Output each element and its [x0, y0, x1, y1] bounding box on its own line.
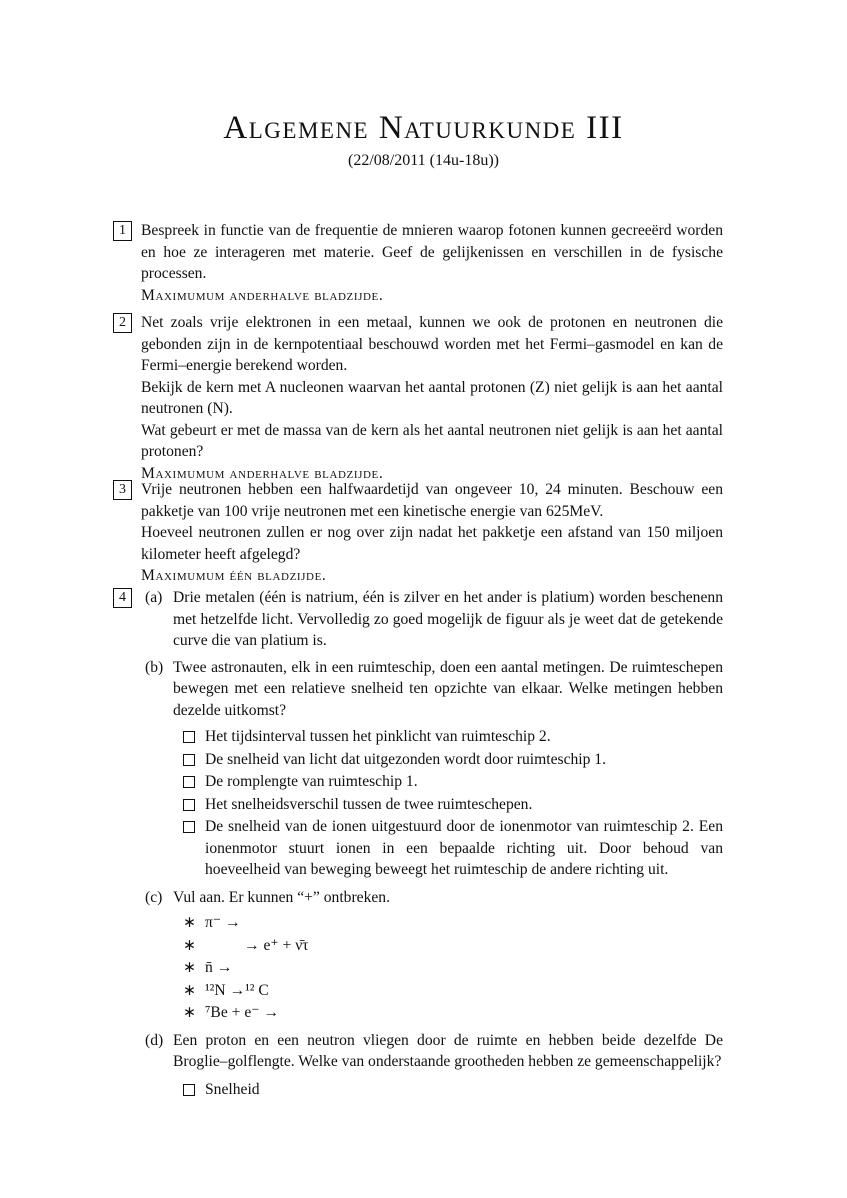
- bullet-icon: ∗: [183, 914, 197, 931]
- checkbox[interactable]: [183, 731, 195, 743]
- answer-option: De snelheid van de ionen uitgestuurd door de ionenmotor van ruimteschip 2. Een ionenmotor stuurt ionen in een bepaalde richting uit. Door behoud van hoeveelheid van beweging beweegt het ruimteschip de andere richting uit.: [183, 816, 723, 881]
- page-title: Algemene Natuurkunde III: [223, 110, 624, 146]
- question-number: 2: [113, 313, 132, 333]
- answer-options: [183, 726, 723, 881]
- subquestion-d: [145, 1030, 723, 1101]
- subquestion-b: [145, 657, 723, 881]
- answer-option: Snelheid: [183, 1079, 723, 1101]
- question-number: 3: [113, 480, 132, 500]
- subquestion-text: Drie metalen (één is natrium, één is zilver en het ander is platium) worden beschenenn met hetzelfde licht. Vervolledig zo goed mogelijk de figuur als je weet dat de getekende curve die van platium is.: [173, 589, 723, 649]
- bullet-icon: ∗: [183, 936, 197, 954]
- subquestion-label: (c): [145, 888, 163, 906]
- question-text: Bespreek in functie van de frequentie de mnieren waarop fotonen kunnen gecreeërd worden en hoe ze interageren met materie. Geef de gelijkenissen en verschillen in de fysische processen.: [141, 222, 723, 282]
- subquestion-text: Twee astronauten, elk in een ruimteschip, doen een aantal metingen. De ruimteschepen bewegen met een relatieve snelheid ten opzichte van elkaar. Welke metingen hebben dezelde uitkomst?: [173, 658, 723, 719]
- question-number: 1: [113, 221, 132, 241]
- page-limit: Maximumum anderhalve bladzijde.: [141, 286, 384, 304]
- checkbox[interactable]: [183, 754, 195, 766]
- answer-option: Het tijdsinterval tussen het pinklicht van ruimteschip 2.: [183, 726, 723, 748]
- answer-option: De romplengte van ruimteschip 1.: [183, 771, 723, 793]
- bullet-icon: ∗: [183, 981, 197, 999]
- exam-date: (22/08/2011 (14u-18u)): [348, 152, 499, 169]
- question-text: Hoeveel neutronen zullen er nog over zijn nadat het pakketje een afstand van 150 miljoen kilometer heeft afgelegd?: [141, 524, 723, 563]
- question-2: [113, 312, 723, 484]
- subquestion-text: Vul aan. Er kunnen “+” ontbreken.: [173, 888, 390, 906]
- reaction-item: ∗ n̄ →: [183, 957, 723, 979]
- answer-option: De snelheid van licht dat uitgezonden wordt door ruimteschip 1.: [183, 749, 723, 771]
- answer-options: [183, 1079, 723, 1101]
- subquestion-text: Een proton en een neutron vliegen door de ruimte en hebben beide dezelfde De Broglie–golflengte. Welke van onderstaande grootheden hebben ze gemeenschappelijk?: [173, 1031, 723, 1070]
- subquestion-c: [145, 887, 723, 1024]
- bullet-icon: ∗: [183, 1004, 197, 1021]
- reaction-item: ∗ ¹²N →¹² C: [183, 980, 723, 1002]
- page-limit: Maximumum één bladzijde.: [141, 567, 327, 584]
- reaction-item: ∗ → e⁺ + ν̄τ: [183, 935, 723, 957]
- subquestion-label: (b): [145, 658, 164, 676]
- checkbox[interactable]: [183, 1084, 195, 1096]
- question-text: Net zoals vrije elektronen in een metaal, kunnen we ook de protonen en neutronen die gebonden zijn in de kernpotentiaal beschouwd worden met het Fermi–gasmodel en kan de Fermi–energie berekend worden.: [141, 314, 723, 374]
- reaction-list: [183, 912, 723, 1024]
- bullet-icon: ∗: [183, 959, 197, 976]
- subquestion-label: (d): [145, 1031, 164, 1049]
- page-limit: Maximumum anderhalve bladzijde.: [141, 464, 384, 482]
- subquestion-a: [145, 587, 723, 652]
- reaction-item: ∗ π⁻ →: [183, 912, 723, 934]
- checkbox[interactable]: [183, 821, 195, 833]
- subquestion-label: (a): [145, 589, 163, 606]
- question-number: 4: [113, 588, 132, 608]
- answer-option: Het snelheidsverschil tussen de twee ruimteschepen.: [183, 794, 723, 816]
- question-text: Wat gebeurt er met de massa van de kern als het aantal neutronen niet gelijk is aan het aantal protonen?: [141, 421, 723, 460]
- question-text: Bekijk de kern met A nucleonen waarvan het aantal protonen (Z) niet gelijk is aan het aantal neutronen (N).: [141, 378, 723, 417]
- question-text: Vrije neutronen hebben een halfwaardetijd van ongeveer 10, 24 minuten. Beschouw een pakketje van 100 vrije neutronen met een kinetische energie van 625MeV.: [141, 481, 723, 520]
- question-4: [113, 587, 723, 1101]
- question-1: [113, 220, 723, 306]
- checkbox[interactable]: [183, 799, 195, 811]
- question-3: [113, 479, 723, 587]
- reaction-item: ∗ ⁷Be + e⁻ →: [183, 1002, 723, 1024]
- checkbox[interactable]: [183, 776, 195, 788]
